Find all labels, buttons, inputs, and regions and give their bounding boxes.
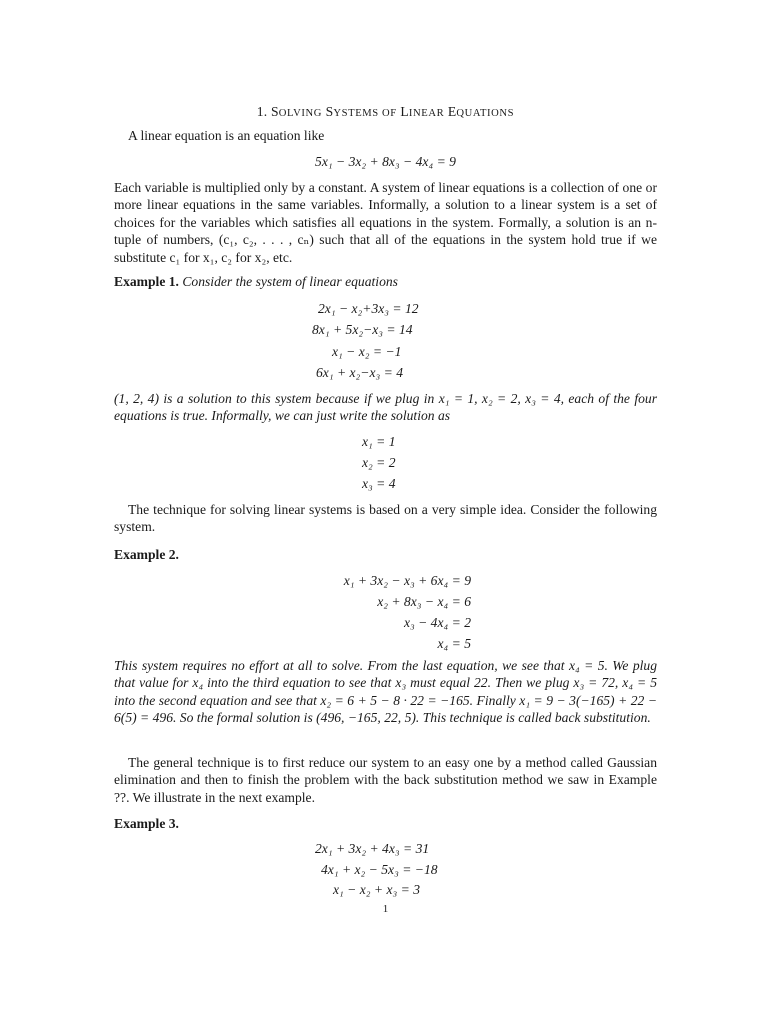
example-2-explanation: This system requires no effort at all to solve. From the last equation, we see that x₄ = 5. We plug that value for x₄ into the third equation to see that x₃ must equal 22. Then we plug x₃ = 72, x₄ = 5 into the second equation and see that x₂ = 6 + 5 − 8 · 22 = −165. Finally x₁ = 9 − 3(−165) + 22 − 6(5) = 496. So the formal solution is (496, −165, 22, 5). This technique is called back substitution. bbox=[114, 658, 657, 726]
solution-row: x₃ = 4 bbox=[362, 476, 396, 491]
equation-row: 2x₁ − x₂+3x₃ = 12 bbox=[318, 301, 419, 316]
example-2-label: Example 2. bbox=[114, 547, 179, 562]
title-word-2: SYSTEMS OF bbox=[325, 104, 397, 119]
example-1-heading bbox=[114, 273, 657, 290]
paragraph-3: The general technique is to first reduce our system to an easy one by a method called Gaussian elimination and then to finish the problem with the back substitution method we saw in Example ??. We illustrate in the next example. bbox=[114, 755, 657, 805]
example-3-heading bbox=[114, 815, 657, 832]
equation-row: 6x₁ + x₂−x₃ = 4 bbox=[316, 365, 403, 380]
section-number: 1. bbox=[256, 104, 268, 119]
solution-row: x₁ = 1 bbox=[362, 434, 396, 449]
example-3-label: Example 3. bbox=[114, 816, 179, 831]
example-1-solution bbox=[114, 433, 657, 493]
equation-row: x₁ − x₂ + x₃ = 3 bbox=[333, 882, 420, 897]
equation-row: x₃ − 4x₄ = 2 bbox=[403, 615, 471, 630]
solution-row: x₂ = 2 bbox=[362, 455, 396, 470]
intro-text: A linear equation is an equation like bbox=[128, 128, 325, 143]
equation-row: 2x₁ + 3x₂ + 4x₃ = 31 bbox=[315, 841, 430, 856]
example-1-explanation: (1, 2, 4) is a solution to this system because if we plug in x₁ = 1, x₂ = 2, x₃ = 4, each of the four equations is true. Informally, we can just write the solution as bbox=[114, 391, 657, 424]
equation-row: 8x₁ + 5x₂−x₃ = 14 bbox=[312, 322, 413, 337]
paragraph-1: Each variable is multiplied only by a constant. A system of linear equations is a collection of one or more linear equations in the same variables. Informally, a solution to a linear system is a set of choices for the variables which satisfies all equations in the system. Formally, a solution is an n-tuple of numbers, (c₁, c₂, . . . , cₙ) such that all of the equations in the system hold true if we substitute c₁ for x₁, c₂ for x₂, etc. bbox=[114, 180, 657, 265]
equation-row: x₁ + 3x₂ − x₃ + 6x₄ = 9 bbox=[343, 573, 471, 588]
equation-row: x₂ + 8x₃ − x₄ = 6 bbox=[377, 594, 471, 609]
title-word-4: EQUATIONS bbox=[447, 104, 515, 119]
title-word-3: LINEAR bbox=[400, 104, 445, 119]
example-2-system bbox=[114, 572, 657, 652]
example-1-system bbox=[114, 300, 657, 380]
example-2-heading bbox=[114, 546, 657, 563]
intro-equation: 5x₁ − 3x₂ + 8x₃ − 4x₄ = 9 bbox=[315, 154, 456, 169]
equation-row: x₁ − x₂ = −1 bbox=[332, 344, 402, 359]
example-1-label: Example 1. bbox=[114, 274, 179, 289]
equation-row: x₄ = 5 bbox=[437, 636, 471, 651]
example-3-system bbox=[114, 840, 657, 902]
paragraph-2: The technique for solving linear systems is based on a very simple idea. Consider the following system. bbox=[114, 502, 657, 535]
page-number: 1 bbox=[382, 903, 389, 915]
section-title bbox=[114, 103, 657, 122]
equation-row: 4x₁ + x₂ − 5x₃ = −18 bbox=[321, 862, 438, 877]
title-word-1: SOLVING bbox=[271, 104, 323, 119]
example-1-intro: Consider the system of linear equations bbox=[182, 274, 398, 289]
